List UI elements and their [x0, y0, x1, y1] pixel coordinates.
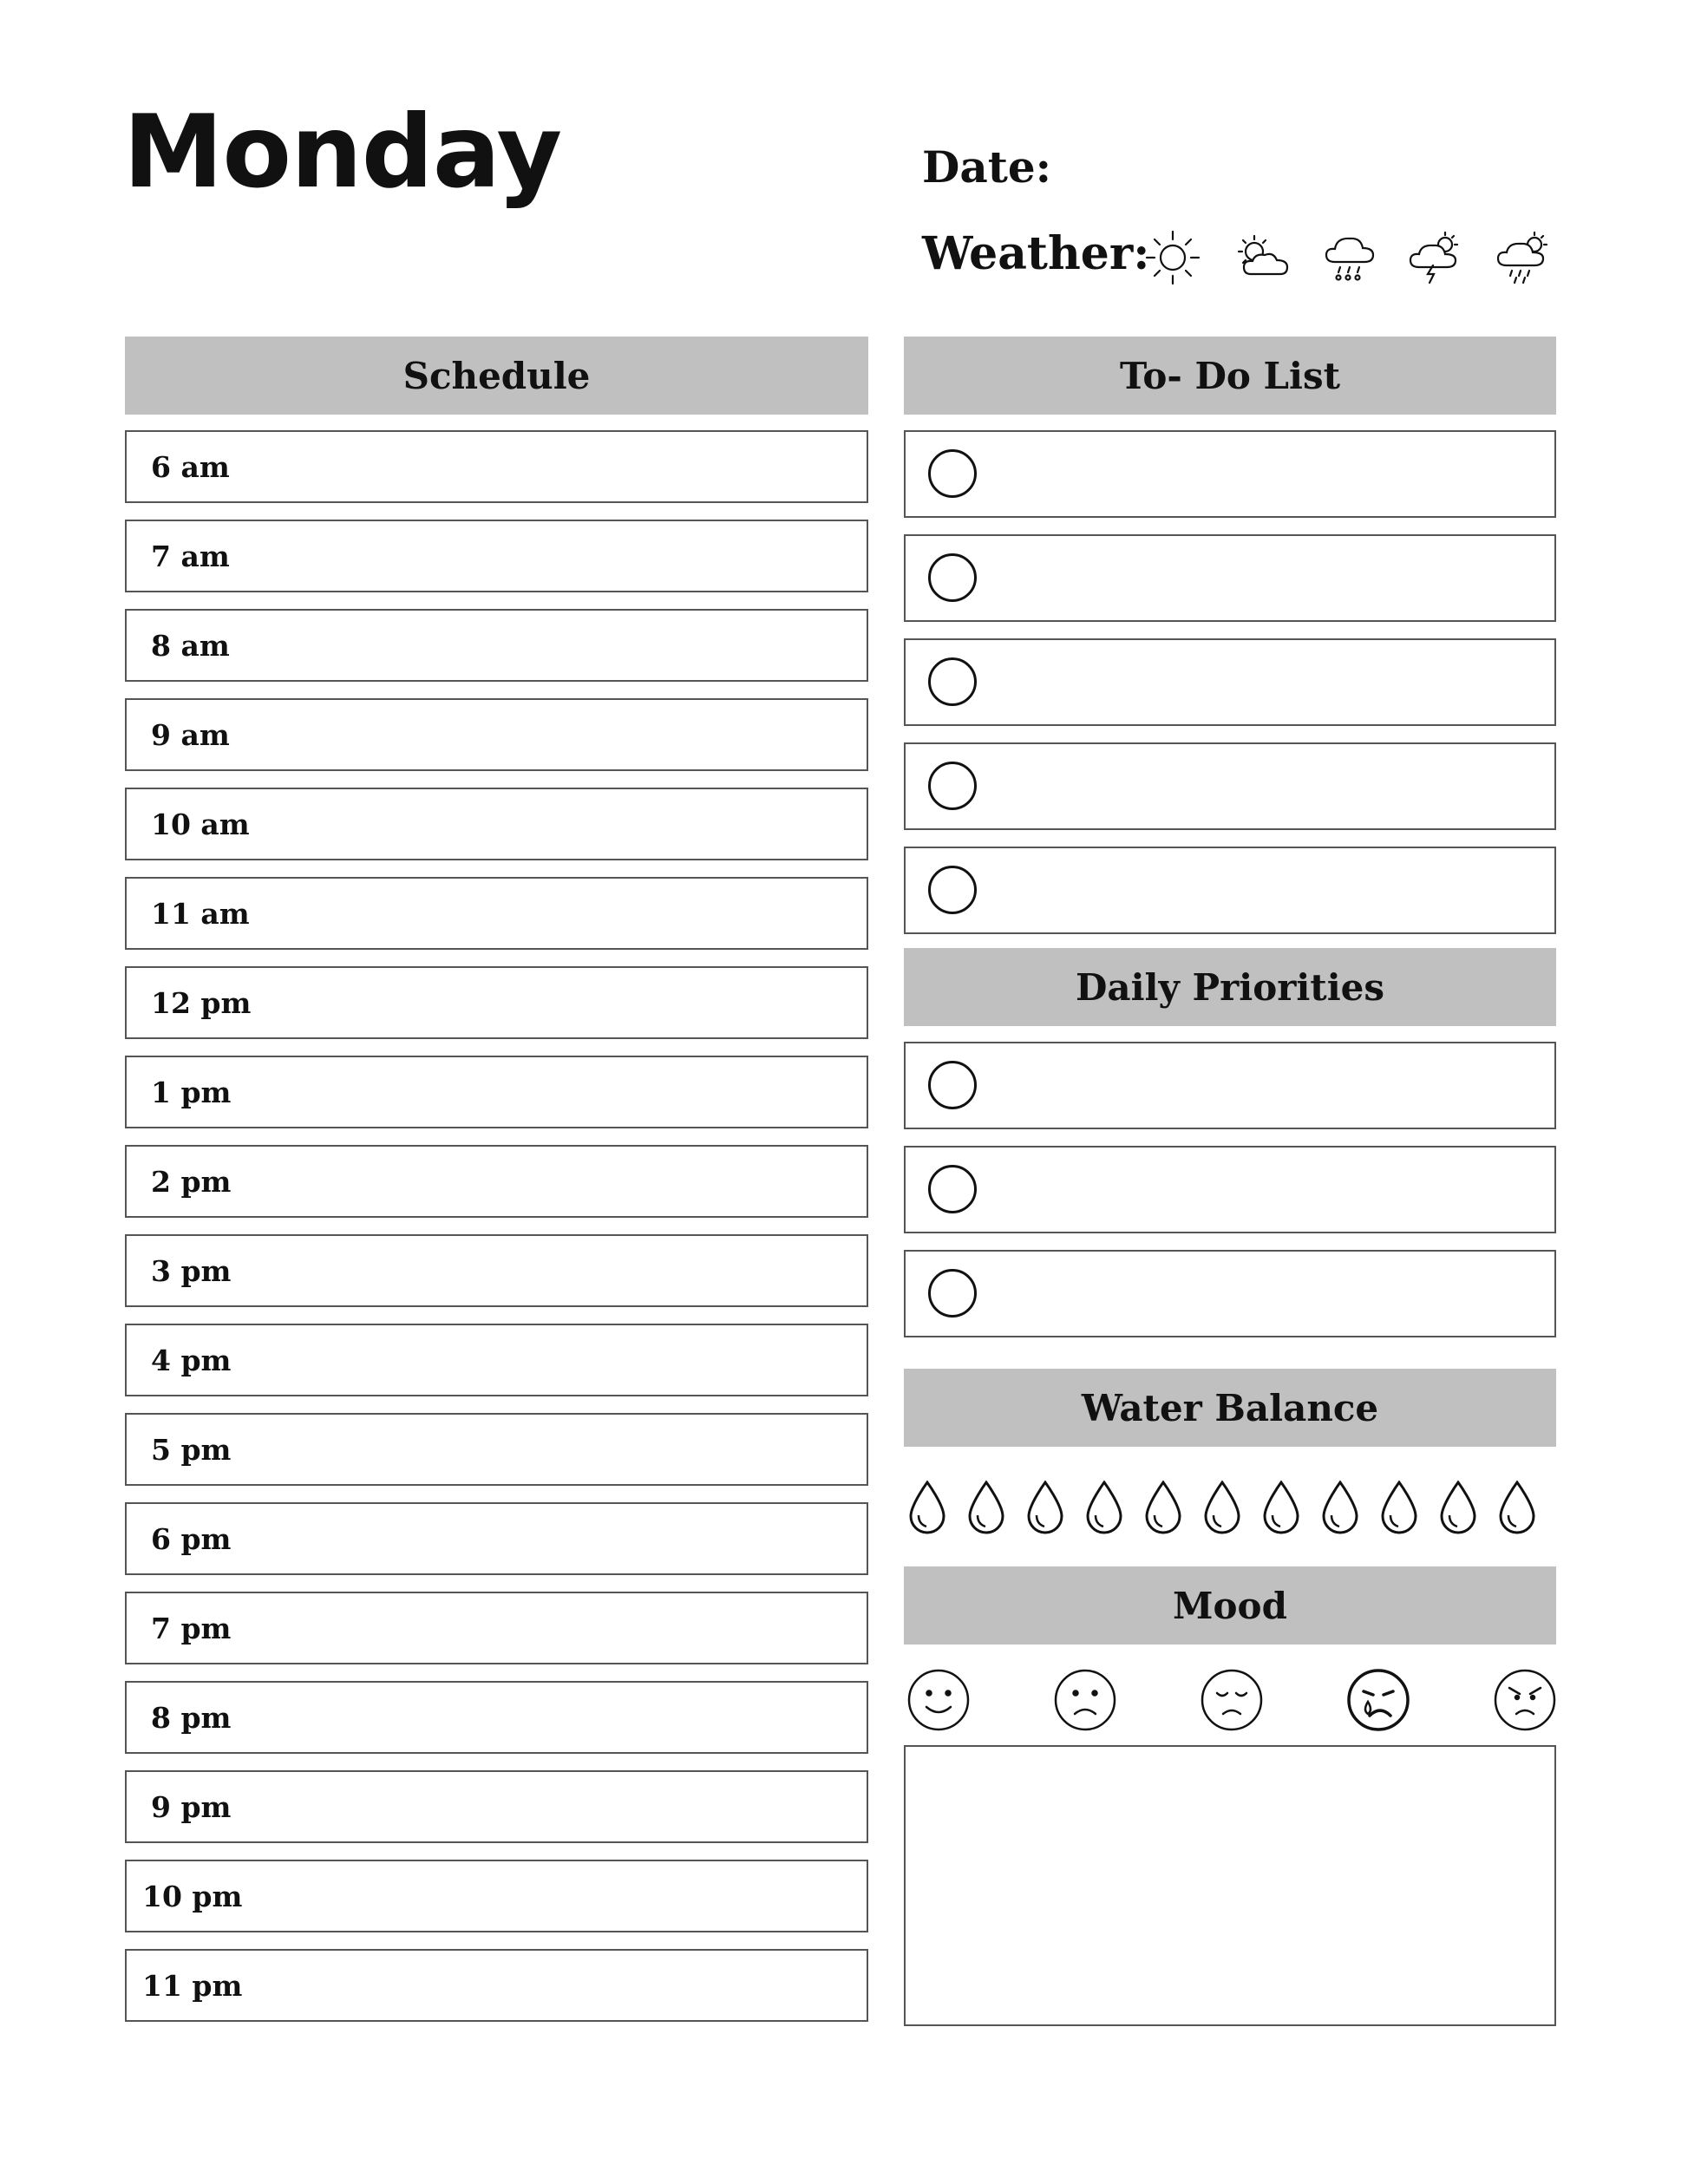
slot-time: 3 pm	[151, 1253, 232, 1288]
water-drop-icon[interactable]	[1318, 1479, 1362, 1534]
water-drop-icon[interactable]	[1083, 1479, 1126, 1534]
slot-time: 8 pm	[151, 1700, 232, 1735]
mood-notes-box[interactable]	[904, 1745, 1556, 2026]
crying-face-icon[interactable]	[1345, 1667, 1411, 1733]
water-drop-icon[interactable]	[1142, 1479, 1185, 1534]
sad-face-icon[interactable]	[1052, 1667, 1118, 1733]
slot-time: 12 pm	[151, 985, 252, 1020]
schedule-slot[interactable]	[125, 966, 868, 1039]
angry-face-icon[interactable]	[1492, 1667, 1558, 1733]
priority-item[interactable]	[904, 1042, 1556, 1129]
slot-time: 5 pm	[151, 1432, 232, 1467]
schedule-slot[interactable]	[125, 1949, 868, 2022]
water-drop-icon[interactable]	[1377, 1479, 1421, 1534]
todo-item[interactable]	[904, 847, 1556, 934]
todo-item[interactable]	[904, 742, 1556, 830]
water-drop-icon[interactable]	[1024, 1479, 1067, 1534]
water-drop-icon[interactable]	[906, 1479, 949, 1534]
happy-face-icon[interactable]	[906, 1667, 972, 1733]
slot-time: 6 am	[151, 449, 230, 484]
schedule-slot[interactable]	[125, 1860, 868, 1932]
todo-item[interactable]	[904, 638, 1556, 726]
slot-time: 11 am	[151, 896, 250, 931]
priority-item[interactable]	[904, 1250, 1556, 1337]
priority-checkbox[interactable]	[928, 1061, 977, 1109]
partly-cloudy-icon[interactable]	[1232, 227, 1292, 288]
slot-time: 10 pm	[142, 1879, 243, 1913]
schedule-slot[interactable]	[125, 1681, 868, 1754]
slot-time: 1 pm	[151, 1075, 232, 1109]
schedule-slot[interactable]	[125, 877, 868, 950]
schedule-slot[interactable]	[125, 698, 868, 771]
schedule-slot[interactable]	[125, 1056, 868, 1128]
schedule-slot[interactable]	[125, 1324, 868, 1396]
schedule-slot[interactable]	[125, 430, 868, 503]
sleepy-face-icon[interactable]	[1199, 1667, 1265, 1733]
slot-time: 8 am	[151, 628, 230, 663]
water-drop-icon[interactable]	[1201, 1479, 1244, 1534]
schedule-slot[interactable]	[125, 1592, 868, 1664]
priority-item[interactable]	[904, 1146, 1556, 1233]
schedule-slot[interactable]	[125, 520, 868, 592]
schedule-slot[interactable]	[125, 1413, 868, 1486]
mood-header: Mood	[904, 1566, 1556, 1645]
slot-time: 11 pm	[142, 1968, 243, 2003]
water-drop-icon[interactable]	[1495, 1479, 1539, 1534]
water-drop-icon[interactable]	[1259, 1479, 1303, 1534]
slot-time: 10 am	[151, 807, 250, 841]
weather-label: Weather:	[922, 227, 1150, 280]
schedule-slot[interactable]	[125, 1502, 868, 1575]
water-header: Water Balance	[904, 1369, 1556, 1447]
sun-rain-cloud-icon[interactable]	[1493, 227, 1554, 288]
sun-icon[interactable]	[1142, 227, 1203, 288]
slot-time: 7 pm	[151, 1611, 232, 1645]
slot-time: 7 am	[151, 539, 230, 573]
date-label: Date:	[922, 141, 1052, 193]
priority-checkbox[interactable]	[928, 1165, 977, 1213]
water-drop-icon[interactable]	[1436, 1479, 1480, 1534]
schedule-slot[interactable]	[125, 788, 868, 860]
schedule-slot[interactable]	[125, 1770, 868, 1843]
todo-checkbox[interactable]	[928, 762, 977, 810]
slot-time: 2 pm	[151, 1164, 232, 1199]
schedule-slot[interactable]	[125, 1234, 868, 1307]
priorities-header: Daily Priorities	[904, 948, 1556, 1026]
priority-checkbox[interactable]	[928, 1269, 977, 1318]
thunderstorm-icon[interactable]	[1405, 227, 1466, 288]
todo-checkbox[interactable]	[928, 657, 977, 706]
schedule-header: Schedule	[125, 337, 868, 415]
todo-checkbox[interactable]	[928, 866, 977, 914]
water-drop-icon[interactable]	[965, 1479, 1008, 1534]
slot-time: 9 pm	[151, 1789, 232, 1824]
schedule-slot[interactable]	[125, 1145, 868, 1218]
page-title: Monday	[123, 94, 562, 211]
schedule-slot[interactable]	[125, 609, 868, 682]
todo-checkbox[interactable]	[928, 553, 977, 602]
slot-time: 4 pm	[151, 1343, 232, 1377]
todo-item[interactable]	[904, 430, 1556, 518]
todo-checkbox[interactable]	[928, 449, 977, 498]
rain-cloud-icon[interactable]	[1319, 227, 1380, 288]
slot-time: 9 am	[151, 717, 230, 752]
slot-time: 6 pm	[151, 1521, 232, 1556]
todo-header: To- Do List	[904, 337, 1556, 415]
todo-item[interactable]	[904, 534, 1556, 622]
